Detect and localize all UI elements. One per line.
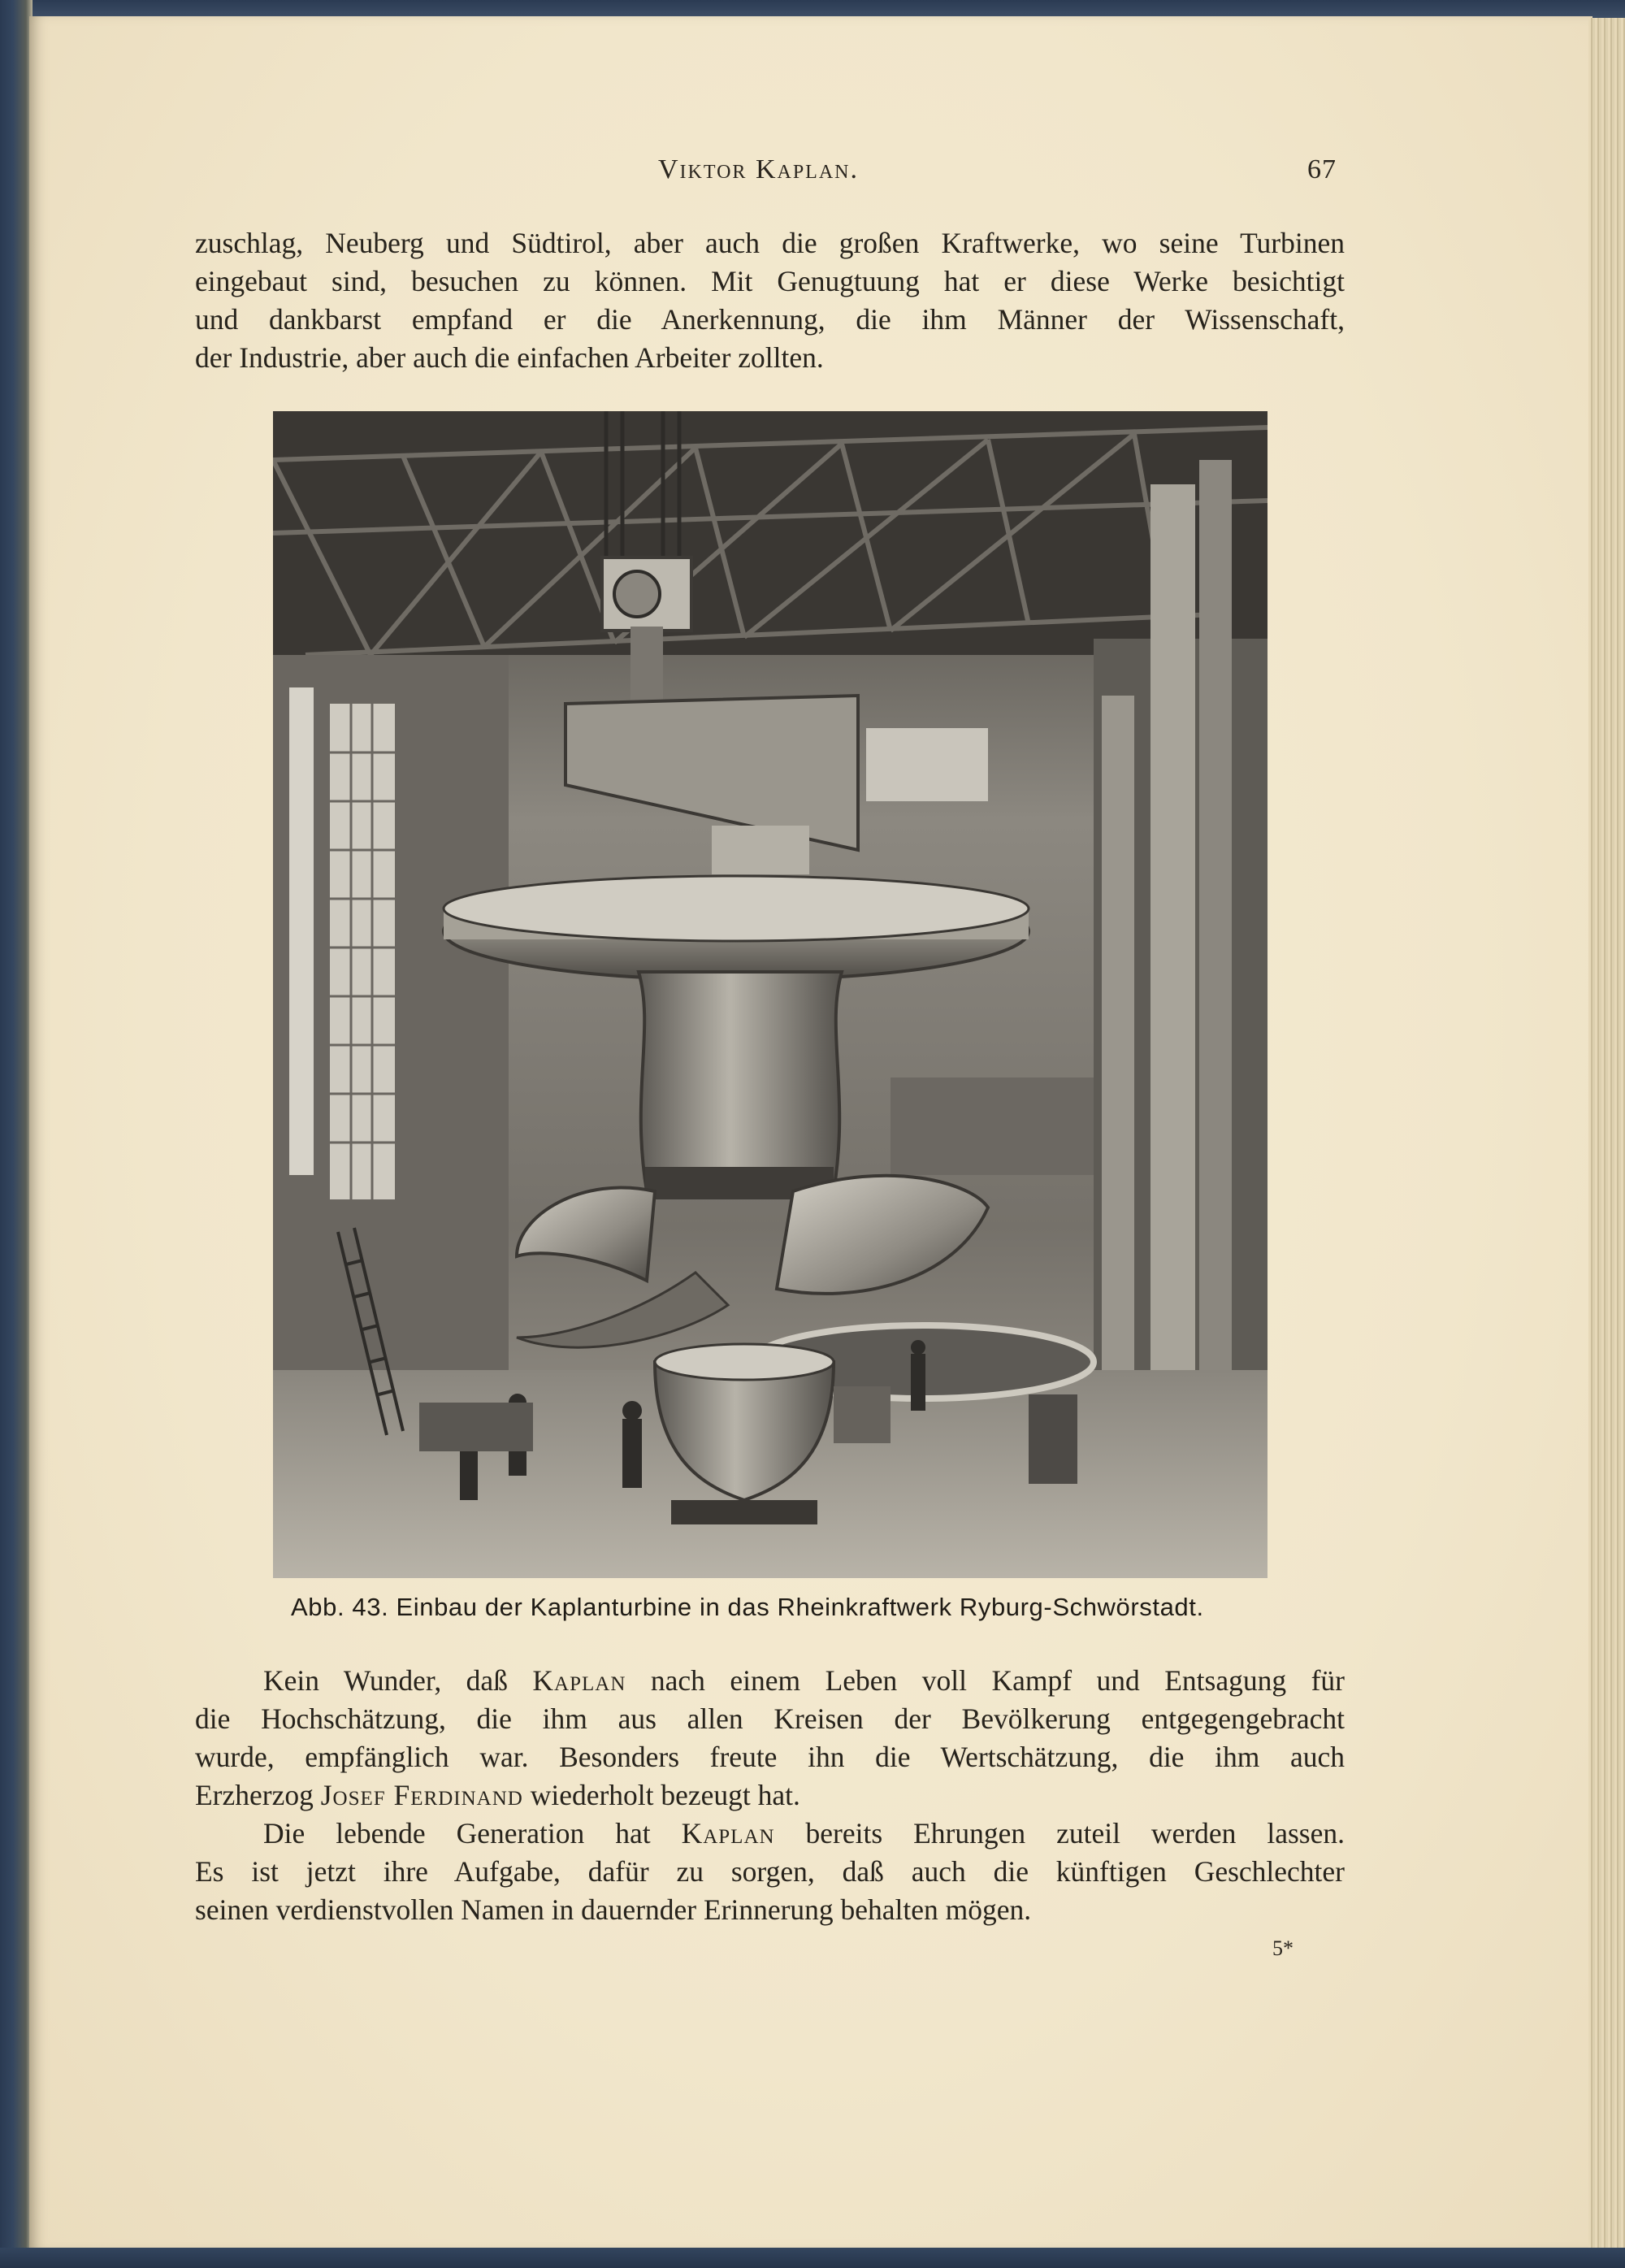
text-line: seinen verdienstvollen Namen in dauernder Erinnerung behalten mögen. <box>195 1893 1032 1926</box>
text-line: die Hochschätzung, die ihm aus allen Kreisen der Bevölkerung entgegengebracht <box>195 1702 1345 1735</box>
text-line <box>195 1662 1345 1700</box>
person-name: Kaplan <box>681 1817 775 1850</box>
signature-mark: 5* <box>1272 1936 1294 1960</box>
book-cover-top-edge <box>0 0 1625 18</box>
text-fragment: Erzherzog <box>195 1779 321 1811</box>
text-fragment: wiederholt bezeugt hat. <box>522 1779 800 1811</box>
text-line: Es ist jetzt ihre Aufgabe, dafür zu sorgen, daß auch die künftigen Geschlechter <box>195 1855 1345 1888</box>
person-name: Josef Ferdinand <box>320 1779 523 1811</box>
photo-illustration <box>273 411 1268 1578</box>
paragraph-1 <box>195 1662 1345 1815</box>
text-fragment: nach einem Leben voll Kampf und Entsagung für <box>626 1664 1345 1697</box>
text-line <box>195 1815 1345 1853</box>
running-head <box>195 154 1337 195</box>
book-cover-left-edge <box>0 0 32 2268</box>
text-line: der Industrie, aber auch die einfachen Arbeiter zollten. <box>195 341 824 374</box>
page-stack-edge <box>1588 18 1625 2248</box>
figure-caption: Abb. 43. Einbau der Kaplanturbine in das Rheinkraftwerk Ryburg-Schwörstadt. <box>291 1593 1204 1621</box>
text-fragment: Kein Wunder, daß <box>263 1664 533 1697</box>
person-name: Kaplan <box>532 1664 626 1697</box>
running-title: Viktor Kaplan. <box>658 154 860 184</box>
turbine-installation-photo <box>273 411 1268 1578</box>
page-number: 67 <box>1307 154 1337 184</box>
text-fragment: Die lebende Generation hat <box>263 1817 682 1850</box>
text-line <box>195 1776 1345 1815</box>
text-line: zuschlag, Neuberg und Südtirol, aber auch die großen Kraftwerke, wo seine Turbinen <box>195 227 1345 259</box>
paragraph-top <box>195 224 1345 377</box>
text-line: eingebaut sind, besuchen zu können. Mit Genugtuung hat er diese Werke besichtigt <box>195 265 1345 297</box>
text-line: wurde, empfänglich war. Besonders freute ihn die Wertschätzung, die ihm auch <box>195 1741 1345 1773</box>
paragraph-2 <box>195 1815 1345 1929</box>
text-line: und dankbarst empfand er die Anerkennung, die ihm Männer der Wissenschaft, <box>195 303 1345 336</box>
book-cover-bottom-edge <box>0 2248 1625 2268</box>
text-fragment: bereits Ehrungen zuteil werden lassen. <box>774 1817 1345 1850</box>
